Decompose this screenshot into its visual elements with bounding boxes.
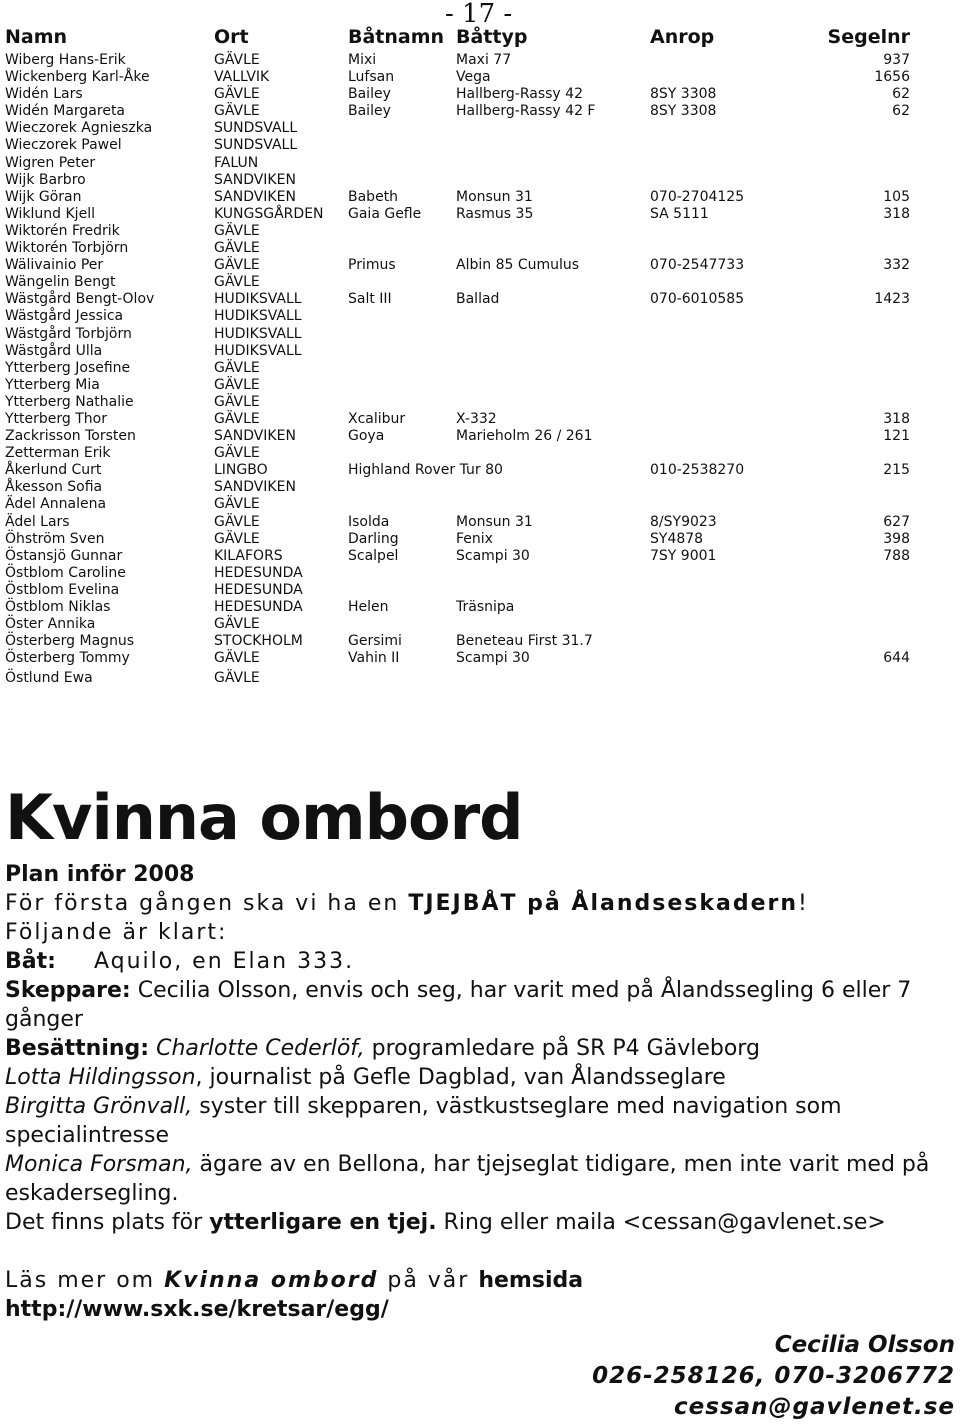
cell-name: Öhström Sven	[5, 530, 105, 547]
cell-ort: GÄVLE	[214, 103, 260, 120]
cell-sail-number: 788	[883, 547, 910, 564]
cell-boat-name: Isolda	[348, 513, 390, 530]
table-row	[0, 514, 960, 531]
cell-boat-name: Highland Rover Tur 80	[348, 462, 503, 479]
table-row	[0, 103, 960, 120]
table-row	[0, 206, 960, 223]
table-row	[0, 308, 960, 325]
table-row	[0, 360, 960, 377]
table-row	[0, 531, 960, 548]
cell-ort: GÄVLE	[214, 222, 260, 239]
crew-line-4: Monica Forsman, ägare av en Bellona, har tjejseglat tidigare, men inte varit med på eskadersegling.	[5, 1152, 930, 1206]
cell-name: Wijk Göran	[5, 188, 82, 205]
header-ort: Ort	[214, 26, 249, 48]
cell-sail-number: 62	[892, 103, 910, 120]
crew-line-3: Birgitta Grönvall, syster till skepparen, västkustseglare med navigation som specialintresse	[5, 1094, 842, 1148]
cell-ort: GÄVLE	[214, 240, 260, 257]
table-row	[0, 257, 960, 274]
cell-boat-type: Vega	[456, 69, 491, 86]
cell-call-sign: 8SY 3308	[650, 86, 717, 103]
cell-ort: GÄVLE	[214, 670, 260, 687]
cell-sail-number: 627	[883, 513, 910, 530]
cell-ort: GÄVLE	[214, 616, 260, 633]
table-row	[0, 223, 960, 240]
header-boat-type: Båttyp	[456, 26, 528, 48]
table-row	[0, 616, 960, 633]
cell-name: Wiklund Kjell	[5, 205, 95, 222]
cell-boat-name: Babeth	[348, 188, 399, 205]
cell-call-sign: SY4878	[650, 530, 704, 547]
cell-ort: GÄVLE	[214, 530, 260, 547]
cell-ort: VALLVIK	[214, 69, 270, 86]
cell-ort: HUDIKSVALL	[214, 308, 302, 325]
cell-boat-type: Träsnipa	[456, 599, 515, 615]
signature-email[interactable]: cessan@gavlenet.se	[674, 1394, 955, 1420]
cell-name: Wästgård Ulla	[5, 342, 103, 359]
cell-boat-name: Gaia Gefle	[348, 205, 422, 222]
table-row	[0, 411, 960, 428]
skipper-line: Skeppare: Cecilia Olsson, envis och seg, har varit med på Ålandssegling 6 eller 7 gånger	[5, 978, 912, 1032]
plan-heading: Plan inför 2008	[5, 862, 195, 887]
cell-boat-name: Salt III	[348, 291, 392, 308]
cell-sail-number: 398	[883, 530, 910, 547]
cell-call-sign: 070-2704125	[650, 188, 745, 205]
cell-ort: GÄVLE	[214, 86, 260, 103]
cell-ort: FALUN	[214, 154, 259, 171]
cell-call-sign: SA 5111	[650, 205, 709, 222]
cell-name: Ytterberg Thor	[5, 410, 107, 427]
cell-name: Wiktorén Torbjörn	[5, 240, 129, 257]
cell-boat-name: Darling	[348, 530, 399, 547]
cell-name: Wälivainio Per	[5, 257, 104, 274]
cell-name: Wickenberg Karl-Åke	[5, 69, 150, 86]
table-row	[0, 326, 960, 343]
cell-name: Åkerlund Curt	[5, 462, 102, 479]
table-row	[0, 479, 960, 496]
cell-ort: KILAFORS	[214, 547, 283, 564]
cell-sail-number: 644	[883, 650, 910, 667]
header-call-sign: Anrop	[650, 26, 715, 48]
cell-call-sign: 8/SY9023	[650, 513, 717, 530]
table-row	[0, 428, 960, 445]
crew-line-1: Besättning: Charlotte Cederlöf, programledare på SR P4 Gävleborg	[5, 1036, 760, 1061]
cell-name: Östblom Niklas	[5, 599, 111, 615]
read-more	[5, 1266, 960, 1324]
cell-boat-type: Fenix	[456, 530, 493, 547]
cell-name: Österberg Tommy	[5, 650, 130, 667]
cell-ort: HEDESUNDA	[214, 564, 303, 581]
cell-name: Wängelin Bengt	[5, 274, 116, 291]
cell-ort: SUNDSVALL	[214, 137, 298, 154]
cell-name: Ädel Lars	[5, 513, 70, 530]
article-body	[5, 860, 960, 1237]
table-row	[0, 189, 960, 206]
cell-boat-name: Bailey	[348, 103, 391, 120]
signature-name: Cecilia Olsson	[774, 1332, 955, 1358]
cell-sail-number: 215	[883, 462, 910, 479]
table-row	[0, 548, 960, 565]
table-row	[0, 377, 960, 394]
cell-sail-number: 121	[883, 428, 910, 445]
cell-name: Wiktorén Fredrik	[5, 222, 120, 239]
cell-boat-type: Maxi 77	[456, 52, 512, 68]
cell-call-sign: 8SY 3308	[650, 103, 717, 120]
table-row	[0, 274, 960, 291]
cell-sail-number: 332	[883, 257, 910, 274]
cell-ort: SANDVIKEN	[214, 188, 296, 205]
cell-call-sign: 7SY 9001	[650, 547, 717, 564]
table-row	[0, 582, 960, 599]
table-row	[0, 496, 960, 513]
article-title: Kvinna ombord	[5, 781, 523, 854]
cell-boat-name: Vahin II	[348, 650, 400, 667]
table-row	[0, 172, 960, 189]
cell-boat-type: Albin 85 Cumulus	[456, 257, 580, 274]
cell-ort: HEDESUNDA	[214, 599, 303, 615]
table-row	[0, 69, 960, 86]
cell-name: Wieczorek Agnieszka	[5, 120, 153, 137]
cell-name: Wästgård Bengt-Olov	[5, 291, 155, 308]
cell-boat-type: X-332	[456, 410, 497, 427]
cell-ort: SANDVIKEN	[214, 171, 296, 188]
spot-line: Det finns plats för ytterligare en tjej. Ring eller maila <cessan@gavlenet.se>	[5, 1210, 886, 1235]
cell-name: Åkesson Sofia	[5, 479, 103, 496]
boat-line: Båt: Aquilo, en Elan 333.	[5, 949, 355, 974]
cell-name: Östblom Evelina	[5, 581, 120, 598]
ready-line: Följande är klart:	[5, 920, 228, 945]
cell-ort: STOCKHOLM	[214, 633, 303, 650]
cell-name: Wigren Peter	[5, 154, 96, 171]
cell-boat-type: Hallberg-Rassy 42 F	[456, 103, 596, 120]
cell-call-sign: 010-2538270	[650, 462, 745, 479]
cell-name: Östlund Ewa	[5, 670, 93, 687]
cell-ort: HUDIKSVALL	[214, 342, 302, 359]
cell-ort: GÄVLE	[214, 393, 260, 410]
table-row	[0, 343, 960, 360]
table-row	[0, 650, 960, 667]
table-row	[0, 394, 960, 411]
cell-sail-number: 62	[892, 86, 910, 103]
cell-name: Ädel Annalena	[5, 496, 107, 513]
cell-name: Öster Annika	[5, 616, 96, 633]
homepage-link[interactable]: hemsida http://www.sxk.se/kretsar/egg/	[5, 1268, 584, 1322]
table-header	[0, 26, 960, 52]
cell-boat-type: Scampi 30	[456, 547, 530, 564]
cell-ort: GÄVLE	[214, 410, 260, 427]
cell-name: Wiberg Hans-Erik	[5, 52, 126, 68]
cell-ort: GÄVLE	[214, 513, 260, 530]
header-boat-name: Båtnamn	[348, 26, 445, 48]
cell-ort: SANDVIKEN	[214, 479, 296, 496]
cell-name: Wieczorek Pawel	[5, 137, 122, 154]
cell-boat-type: Rasmus 35	[456, 205, 534, 222]
cell-boat-type: Hallberg-Rassy 42	[456, 86, 583, 103]
cell-name: Östansjö Gunnar	[5, 547, 123, 564]
cell-boat-type: Marieholm 26 / 261	[456, 428, 593, 445]
table-row	[0, 291, 960, 308]
cell-call-sign: 070-2547733	[650, 257, 745, 274]
cell-ort: SANDVIKEN	[214, 428, 296, 445]
cell-boat-name: Xcalibur	[348, 410, 406, 427]
table-row	[0, 633, 960, 650]
cell-name: Zackrisson Torsten	[5, 428, 136, 445]
table-row	[0, 120, 960, 137]
cell-call-sign: 070-6010585	[650, 291, 745, 308]
table-row	[0, 52, 960, 69]
cell-name: Ytterberg Nathalie	[5, 393, 134, 410]
cell-boat-type: Ballad	[456, 291, 500, 308]
cell-ort: GÄVLE	[214, 650, 260, 667]
cell-boat-type: Monsun 31	[456, 188, 533, 205]
cell-boat-name: Bailey	[348, 86, 391, 103]
cell-name: Wästgård Torbjörn	[5, 325, 132, 342]
table-row	[0, 240, 960, 257]
cell-name: Wijk Barbro	[5, 171, 86, 188]
table-row	[0, 565, 960, 582]
cell-sail-number: 318	[883, 205, 910, 222]
cell-sail-number: 105	[883, 188, 910, 205]
crew-line-2: Lotta Hildingsson, journalist på Gefle Dagblad, van Ålandsseglare	[5, 1065, 726, 1090]
cell-name: Zetterman Erik	[5, 445, 111, 462]
cell-boat-name: Helen	[348, 599, 389, 615]
page-number: - 17 -	[445, 0, 513, 29]
cell-ort: GÄVLE	[214, 52, 260, 68]
cell-boat-name: Primus	[348, 257, 396, 274]
table-row	[0, 137, 960, 154]
cell-boat-name: Goya	[348, 428, 385, 445]
table-row	[0, 155, 960, 172]
cell-ort: SUNDSVALL	[214, 120, 298, 137]
cell-ort: GÄVLE	[214, 257, 260, 274]
cell-boat-type: Beneteau First 31.7	[456, 633, 593, 650]
header-name: Namn	[5, 26, 68, 48]
cell-boat-name: Scalpel	[348, 547, 399, 564]
cell-name: Östblom Caroline	[5, 564, 126, 581]
table-row	[0, 86, 960, 103]
cell-boat-name: Gersimi	[348, 633, 402, 650]
cell-ort: GÄVLE	[214, 274, 260, 291]
cell-sail-number: 937	[883, 52, 910, 68]
member-table	[0, 52, 960, 687]
cell-ort: KUNGSGÅRDEN	[214, 205, 324, 222]
cell-ort: LINGBO	[214, 462, 268, 479]
cell-boat-type: Monsun 31	[456, 513, 533, 530]
cell-name: Ytterberg Mia	[5, 376, 100, 393]
cell-name: Ytterberg Josefine	[5, 359, 131, 376]
signature-phones: 026-258126, 070-3206772	[592, 1363, 955, 1389]
cell-sail-number: 318	[883, 410, 910, 427]
cell-ort: GÄVLE	[214, 445, 260, 462]
header-sail-number: Segelnr	[827, 26, 910, 48]
table-row	[0, 670, 960, 687]
cell-name: Widén Margareta	[5, 103, 126, 120]
cell-ort: HEDESUNDA	[214, 581, 303, 598]
cell-boat-type: Scampi 30	[456, 650, 530, 667]
cell-ort: HUDIKSVALL	[214, 325, 302, 342]
cell-sail-number: 1656	[874, 69, 910, 86]
table-row	[0, 599, 960, 616]
cell-ort: HUDIKSVALL	[214, 291, 302, 308]
table-row	[0, 462, 960, 479]
cell-boat-name: Mixi	[348, 52, 377, 68]
table-row	[0, 445, 960, 462]
cell-ort: GÄVLE	[214, 359, 260, 376]
cell-name: Wästgård Jessica	[5, 308, 124, 325]
intro-line: För första gången ska vi ha en TJEJBÅT på Ålandseskadern!	[5, 891, 809, 916]
signature	[592, 1330, 955, 1423]
cell-sail-number: 1423	[874, 291, 910, 308]
cell-boat-name: Lufsan	[348, 69, 395, 86]
cell-name: Österberg Magnus	[5, 633, 135, 650]
cell-name: Widén Lars	[5, 86, 83, 103]
cell-ort: GÄVLE	[214, 376, 260, 393]
cell-ort: GÄVLE	[214, 496, 260, 513]
read-more-line: Läs mer om Kvinna ombord på vår hemsida http://www.sxk.se/kretsar/egg/	[5, 1268, 584, 1322]
